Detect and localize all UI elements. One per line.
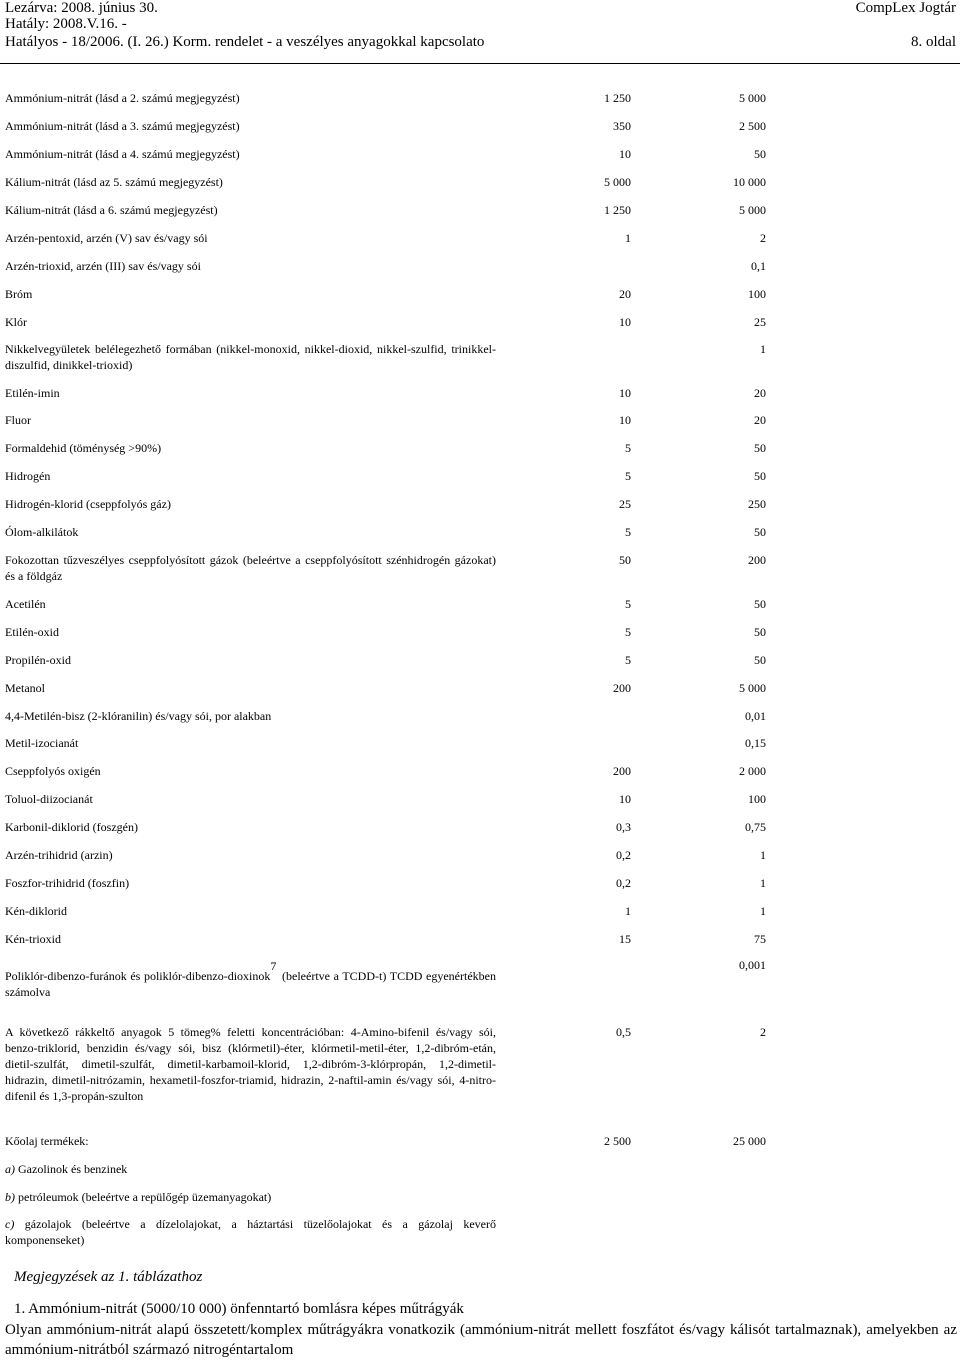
threshold-upper: 20 — [754, 413, 766, 427]
substance-name: Fluor — [5, 413, 32, 427]
threshold-upper: 5 000 — [739, 203, 766, 217]
substance-name: Formaldehid (töménység >90%) — [5, 441, 162, 455]
threshold-lower: 1 250 — [604, 203, 631, 217]
substance-name: Kálium-nitrát (lásd a 6. számú megjegyzést) — [5, 203, 218, 217]
threshold-lower: 10 — [619, 147, 631, 161]
item-text: Gazolinok és benzinek — [15, 1162, 128, 1176]
threshold-lower: 200 — [613, 764, 631, 778]
substance-name: Ammónium-nitrát (lásd a 4. számú megjegyzést) — [5, 147, 240, 161]
item-label: a) — [5, 1162, 15, 1176]
threshold-upper: 5 000 — [739, 681, 766, 695]
substance-name — [5, 1189, 496, 1205]
note-item-1: 1. Ammónium-nitrát (5000/10 000) önfenntartó bomlásra képes műtrágyák — [14, 1301, 464, 1317]
substance-name: Hidrogén-klorid (cseppfolyós gáz) — [5, 497, 171, 511]
item-text: gázolajok (beleértve a dízelolajokat, a háztartási tüzelőolajokat és a gázolaj keverő komponenseket) — [5, 1217, 496, 1247]
item-label: c) — [5, 1217, 15, 1231]
threshold-lower: 5 — [625, 597, 631, 611]
threshold-lower: 0,2 — [616, 876, 631, 890]
substance-name: Acetilén — [5, 597, 46, 611]
threshold-upper: 2 — [760, 1025, 766, 1039]
substance-name: Metanol — [5, 681, 45, 695]
notes-heading: Megjegyzések az 1. táblázathoz — [14, 1269, 203, 1285]
brand-name: CompLex Jogtár — [855, 0, 956, 16]
item-text: petróleumok (beleértve a repülőgép üzemanyagokat) — [15, 1190, 272, 1204]
threshold-upper: 0,1 — [751, 259, 766, 273]
note-item-1-text: Olyan ammónium-nitrát alapú összetett/komplex műtrágyákra vonatkozik (ammónium-nitrát mellett foszfátot és/vagy kálisót tartalmaznak), amelyekben az ammónium-nitrátból származó nitrogéntartalom — [5, 1322, 957, 1358]
threshold-upper: 0,15 — [745, 736, 766, 750]
substance-name: Bróm — [5, 287, 33, 301]
substance-name: Etilén-imin — [5, 386, 60, 400]
substance-name-part: Poliklór-dibenzo-furánok és poliklór-dibenzo-dioxinok — [5, 969, 271, 983]
threshold-upper: 50 — [754, 653, 766, 667]
threshold-upper: 0,001 — [739, 958, 766, 972]
threshold-lower: 5 — [625, 441, 631, 455]
substance-name: Arzén-pentoxid, arzén (V) sav és/vagy sói — [5, 231, 208, 245]
substance-name-part: (beleértve a TCDD-t) TCDD egyenértékben számolva — [5, 969, 496, 999]
threshold-lower: 2 500 — [604, 1134, 631, 1148]
substance-name — [5, 1161, 496, 1177]
threshold-lower: 1 250 — [604, 91, 631, 105]
threshold-upper: 50 — [754, 441, 766, 455]
substance-name: Kőolaj termékek: — [5, 1134, 89, 1148]
law-title: Hatályos - 18/2006. (I. 26.) Korm. rendelet - a veszélyes anyagokkal kapcsolato — [5, 34, 485, 50]
substance-name: Klór — [5, 315, 27, 329]
threshold-upper: 100 — [748, 287, 766, 301]
substance-name — [5, 1216, 496, 1248]
threshold-upper: 250 — [748, 497, 766, 511]
threshold-upper: 5 000 — [739, 91, 766, 105]
substance-name: Metil-izocianát — [5, 736, 79, 750]
substance-name: Foszfor-trihidrid (foszfin) — [5, 876, 130, 890]
threshold-lower: 1 — [625, 904, 631, 918]
substance-name: Toluol-diizocianát — [5, 792, 93, 806]
substance-name: Propilén-oxid — [5, 653, 71, 667]
substance-name: Ammónium-nitrát (lásd a 3. számú megjegyzést) — [5, 119, 240, 133]
threshold-lower: 10 — [619, 386, 631, 400]
substance-name: Etilén-oxid — [5, 625, 59, 639]
substance-name: Arzén-trioxid, arzén (III) sav és/vagy sói — [5, 259, 201, 273]
threshold-lower: 50 — [619, 553, 631, 567]
threshold-upper: 20 — [754, 386, 766, 400]
threshold-upper: 1 — [760, 876, 766, 890]
threshold-lower: 5 — [625, 525, 631, 539]
threshold-lower: 350 — [613, 119, 631, 133]
threshold-upper: 1 — [760, 904, 766, 918]
substance-name: 4,4-Metilén-bisz (2-klóranilin) és/vagy sói, por alakban — [5, 709, 272, 723]
threshold-lower: 0,5 — [616, 1025, 631, 1039]
threshold-upper: 25 000 — [733, 1134, 766, 1148]
threshold-lower: 10 — [619, 315, 631, 329]
effective-date: Hatály: 2008.V.16. - — [5, 16, 127, 32]
threshold-lower: 5 000 — [604, 175, 631, 189]
substance-name: Kén-trioxid — [5, 932, 61, 946]
threshold-upper: 1 — [760, 342, 766, 356]
threshold-lower: 0,3 — [616, 820, 631, 834]
footnote-ref: 7 — [270, 959, 277, 973]
threshold-lower: 0,2 — [616, 848, 631, 862]
threshold-lower: 1 — [625, 231, 631, 245]
threshold-upper: 75 — [754, 932, 766, 946]
substance-name: Kén-diklorid — [5, 904, 67, 918]
threshold-lower: 5 — [625, 469, 631, 483]
substance-name: Fokozottan tűzveszélyes cseppfolyósított gázok (beleértve a cseppfolyósított szénhidrogén gázokat) és a földgáz — [5, 553, 496, 583]
threshold-lower: 10 — [619, 413, 631, 427]
threshold-lower: 5 — [625, 653, 631, 667]
substance-name: Hidrogén — [5, 469, 51, 483]
substance-name: Ammónium-nitrát (lásd a 2. számú megjegyzést) — [5, 91, 240, 105]
substance-name: Kálium-nitrát (lásd az 5. számú megjegyzést) — [5, 175, 223, 189]
threshold-upper: 1 — [760, 848, 766, 862]
threshold-lower: 5 — [625, 625, 631, 639]
substance-name: Nikkelvegyületek belélegezhető formában (nikkel-monoxid, nikkel-dioxid, nikkel-szulfid, trinikkel-diszulfid, dinikkel-trioxid) — [5, 342, 496, 372]
substance-name: Ólom-alkilátok — [5, 525, 79, 539]
substance-name: A következő rákkeltő anyagok 5 tömeg% feletti koncentrációban: 4-Amino-bifenil és/vagy sói, benzo-triklorid, benzidin és/vagy sói, bisz (klórmetil)-éter, klórmetil-metil-éter, 1,2-dibróm-etán, dietil-szulfát, dimetil-szulfát, dimetil-karbamoil-klorid, 1,2-dibróm-3-klórpropán, 1,2-dimetil-hidrazin, dimetil-nitrózamin, hexametil-foszfor-triamid, hidrazin, 2-naftil-amin és/vagy sói, 4-nitro-difenil és 1,3-propán-szulton — [5, 1025, 496, 1103]
page-number: 8. oldal — [911, 34, 956, 50]
threshold-upper: 200 — [748, 553, 766, 567]
threshold-lower: 25 — [619, 497, 631, 511]
threshold-lower: 200 — [613, 681, 631, 695]
threshold-lower: 15 — [619, 932, 631, 946]
substance-name: Arzén-trihidrid (arzin) — [5, 848, 113, 862]
threshold-upper: 50 — [754, 597, 766, 611]
substance-name: Karbonil-diklorid (foszgén) — [5, 820, 138, 834]
closed-date: Lezárva: 2008. június 30. — [5, 0, 158, 16]
threshold-upper: 2 500 — [739, 119, 766, 133]
threshold-upper: 50 — [754, 625, 766, 639]
threshold-lower: 10 — [619, 792, 631, 806]
threshold-lower: 20 — [619, 287, 631, 301]
threshold-upper: 50 — [754, 525, 766, 539]
threshold-upper: 0,01 — [745, 709, 766, 723]
header-divider — [0, 63, 960, 64]
substance-name — [5, 959, 496, 1000]
substance-name: Cseppfolyós oxigén — [5, 764, 101, 778]
threshold-upper: 0,75 — [745, 820, 766, 834]
threshold-upper: 25 — [754, 315, 766, 329]
threshold-upper: 50 — [754, 469, 766, 483]
threshold-upper: 2 — [760, 231, 766, 245]
threshold-upper: 50 — [754, 147, 766, 161]
threshold-upper: 100 — [748, 792, 766, 806]
threshold-upper: 10 000 — [733, 175, 766, 189]
threshold-upper: 2 000 — [739, 764, 766, 778]
item-label: b) — [5, 1190, 15, 1204]
